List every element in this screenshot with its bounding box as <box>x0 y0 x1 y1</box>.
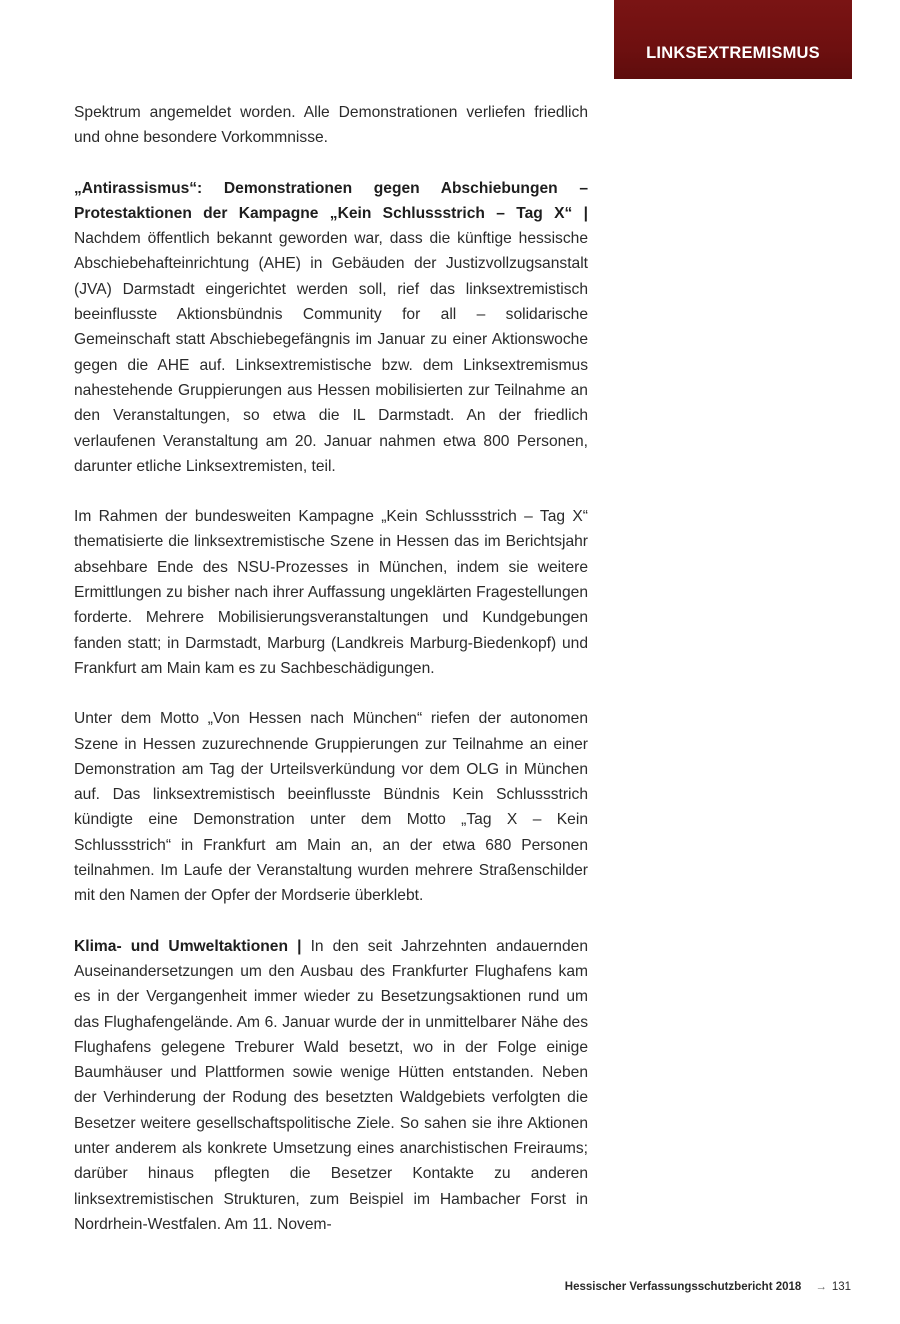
arrow-right-icon: → <box>815 1281 827 1293</box>
paragraph-heading: Klima- und Umweltaktionen | <box>74 937 302 955</box>
paragraph-text: Nachdem öffentlich bekannt geworden war, dass die künftige hessische Abschiebehafteinrichtung (AHE) in Gebäuden der Justizvollzugsanstalt (JVA) Darmstadt eingerichtet werden soll, rief das linksextremistisch beeinflusste Aktionsbündnis Community for all – solidarische Gemeinschaft statt Abschiebegefängnis im Januar zu einer Aktionswoche gegen die AHE auf. Linksextremistische bzw. dem Linksextremismus nahestehende Gruppierungen aus Hessen mobilisierten zur Teilnahme an den Veranstaltungen, so etwa die IL Darmstadt. An der friedlich verlaufenen Veranstaltung am 20. Januar nahmen etwa 800 Personen, darunter etliche Linksextremisten, teil. <box>74 230 588 475</box>
section-label: LINKSEXTREMISMUS <box>646 44 820 62</box>
paragraph-muenchen: Unter dem Motto „Von Hessen nach München“ riefen der autonomen Szene in Hessen zuzurechnende Gruppierungen zur Teilnahme an einer Demonstration am Tag der Urteilsverkündung vor dem OLG in München auf. Das linksextremistisch beeinflusste Bündnis Kein Schlussstrich kündigte eine Demonstration unter dem Motto „Tag X – Kein Schlussstrich“ in Frankfurt am Main an, an der etwa 680 Personen teilnahmen. Im Laufe der Veranstaltung wurden mehrere Straßenschilder mit den Namen der Opfer der Mordserie überklebt. <box>74 710 588 905</box>
main-text <box>74 100 588 1237</box>
paragraph-text: In den seit Jahrzehnten andauernden Auseinandersetzungen um den Ausbau des Frankfurter Flughafens kam es in der Vergangenheit immer wieder zu Besetzungsaktionen rund um das Flughafengelände. Am 6. Januar wurde der in unmittelbarer Nähe des Flughafens gelegene Treburer Wald besetzt, wo in der Folge einige Baumhäuser und Plattformen sowie wenige Hütten entstanden. Neben der Verhinderung der Rodung des besetzten Waldgebiets verfolgten die Besetzer weitere gesellschaftspolitische Ziele. So sahen sie ihre Aktionen unter anderem als konkrete Umsetzung eines anarchistischen Freiraums; darüber hinaus pflegten die Besetzer Kontakte zu anderen linksextremistischen Strukturen, zum Beispiel im Hambacher Forst in Nordrhein-Westfalen. Am 11. Novem- <box>74 937 588 1233</box>
paragraph-kampagne: Im Rahmen der bundesweiten Kampagne „Kein Schlussstrich – Tag X“ thematisierte die linksextremistische Szene in Hessen das im Berichtsjahr absehbare Ende des NSU-Prozesses in München, indem sie weitere Ermittlungen zu bisher nach ihrer Auffassung ungeklärten Fragestellungen forderte. Mehrere Mobilisierungsveranstaltungen und Kundgebungen fanden statt; in Darmstadt, Marburg (Landkreis Marburg-Biedenkopf) und Frankfurt am Main kam es zu Sachbeschädigungen. <box>74 508 588 677</box>
paragraph-klima <box>74 934 588 1238</box>
report-title: Hessischer Verfassungsschutzbericht 2018 <box>564 1281 802 1293</box>
paragraph-continuation: Spektrum angemeldet worden. Alle Demonstrationen verliefen friedlich und ohne besondere Vorkommnisse. <box>74 104 588 147</box>
page-footer <box>565 1281 851 1293</box>
paragraph-antirassismus <box>74 176 588 480</box>
paragraph-heading: „Antirassismus“: Demonstrationen gegen Abschiebungen – Protestaktionen der Kampagne „Kein Schlussstrich – Tag X“ | <box>74 179 588 222</box>
section-tab <box>614 0 852 79</box>
page-number: 131 <box>831 1281 851 1293</box>
